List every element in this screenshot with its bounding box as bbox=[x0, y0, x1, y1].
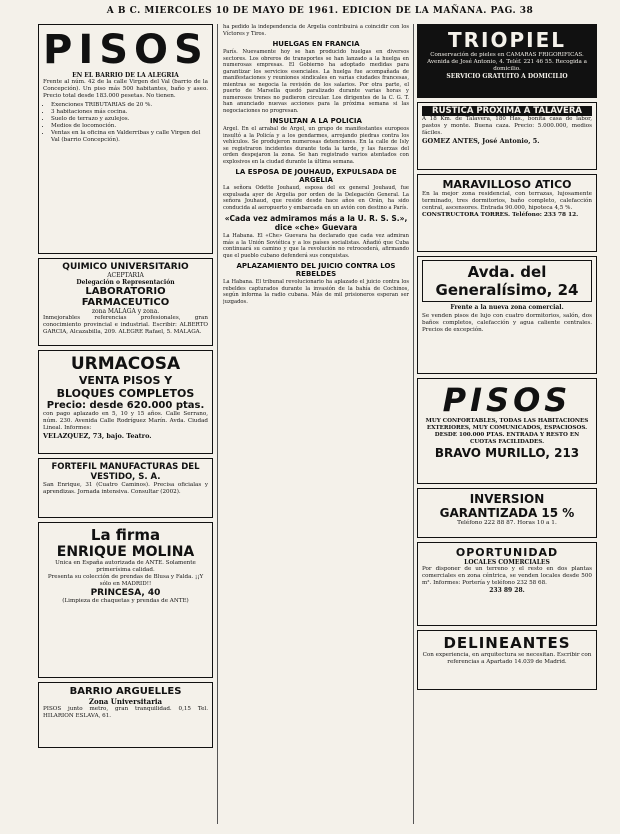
oportunidad-sub: LOCALES COMERCIALES bbox=[464, 559, 550, 566]
arguelles-title: BARRIO ARGUELLES bbox=[69, 686, 182, 697]
rustica-ad bbox=[417, 102, 597, 170]
oportunidad-ad bbox=[417, 542, 597, 626]
article-body: Argel. En el arrabal de Argel, un grupo de manifestantes europeos insultó a la Policía y a los gendarmes, arrojando piedras contra los vehículos. Se produjeron numerosas detenciones. En la calle de Isly se registraron incidentes durante toda la tarde, y las fuerzas del orden despejaron la zona. Se han registrado varios atentados con explosivos en la ciudad durante la última semana. bbox=[223, 126, 409, 165]
delineantes-ad bbox=[417, 630, 597, 690]
pisos-subtitle: EN EL BARRIO DE LA ALEGRIA bbox=[72, 72, 179, 79]
atico-title: MARAVILLOSO ATICO bbox=[442, 178, 572, 191]
arguelles-ad bbox=[38, 682, 213, 748]
article-headline: APLAZAMIENTO DEL JUICIO CONTRA LOS REBELDES bbox=[236, 262, 396, 278]
news-article bbox=[223, 40, 409, 114]
article-body: París. Nuevamente hoy se han producido huelgas en diversos sectores. Los obreros de transportes se han lanzado a la huelga en numerosas empresas. El Gobierno ha adoptado medidas para garantizar los servicios esenciales. La huelga fue acompañada de manifestaciones y reuniones sindicales en varias ciudades francesas, mientras se negocia la revisión de los salarios. Por otra parte, el puerto de Marsella quedó paralizado durante varias horas y numerosos trenes no pudieron circular. Los dirigentes de la C. G. T. han anunciado nuevas acciones para la próxima semana si las negociaciones no progresan. bbox=[223, 49, 409, 114]
pisos-ad bbox=[38, 24, 213, 254]
oportunidad-body: Por disponer de un terreno y el resto en dos plantas comerciales en zona céntrica, se venden locales desde 500 m². Informes: Portería y teléfono 232 58 68. bbox=[422, 566, 592, 586]
news-article bbox=[223, 262, 409, 305]
pisos-list bbox=[43, 102, 208, 144]
inversion-line2: GARANTIZADA 15 % bbox=[439, 506, 575, 520]
pisos2-body: MUY CONFORTABLES, TODAS LAS HABITACIONES EXTERIORES, MUY COMUNICADOS, ESPACIOSOS. DESDE 100.000 PTAS. ENTRADA Y RESTO EN CUOTAS FACILIDADES. bbox=[425, 418, 589, 445]
atico-body: En la mejor zona residencial, con terrazas, lujosamente terminado, tres dormitorios, baño completo, calefacción central, ascensores. Entrada 90.000, hipoteca 4,5 %. bbox=[422, 191, 592, 211]
quimico-sub1: ACEPTARIA bbox=[107, 272, 144, 279]
news-column bbox=[223, 24, 409, 824]
rustica-contact: GOMEZ ANTES, José Antonio, 5. bbox=[422, 137, 540, 145]
pisos2-ad bbox=[417, 378, 597, 484]
urmacosa-contact: VELAZQUEZ, 73, bajo. Teatro. bbox=[43, 432, 152, 440]
oportunidad-tel: 233 89 28. bbox=[489, 587, 525, 594]
molina-foot: (Limpieza de chaquetas y prendas de ANTE) bbox=[62, 598, 189, 604]
list-item: • Medios de locomoción. bbox=[51, 123, 208, 130]
triopiel-body: Conservación de pieles en CAMARAS FRIGORIFICAS. Avenida de José Antonio, 4. Teléf. 221 46 55. Recogida a domicilio. bbox=[427, 52, 587, 72]
quimico-ad bbox=[38, 258, 213, 346]
inversion-ad bbox=[417, 488, 597, 538]
fortefil-ad bbox=[38, 458, 213, 518]
pisos2-title: PISOS bbox=[442, 381, 572, 419]
article-body: La Habana. El «Che» Guevara ha declarado que cada vez admiran más a la Unión Soviética y a los países socialistas. Añadió que Cuba continuará su camino y que la revolución no retrocederá, afirmando que el pueblo cubano defenderá sus conquistas. bbox=[223, 233, 409, 259]
urmacosa-line1: VENTA PISOS Y bbox=[78, 374, 173, 387]
pisos2-foot: BRAVO MURILLO, 213 bbox=[434, 446, 580, 460]
quimico-title: QUIMICO UNIVERSITARIO bbox=[62, 262, 189, 272]
triopiel-foot: SERVICIO GRATUITO A DOMICILIO bbox=[446, 73, 568, 80]
generalisimo-body: Se venden pisos de lujo con cuatro dormitorios, salón, dos baños completos, calefacción y agua caliente centrales. Precios de excepción. bbox=[422, 313, 592, 333]
molina-ad bbox=[38, 522, 213, 678]
quimico-zone: zona MALAGA y zona. bbox=[91, 308, 160, 315]
news-article bbox=[223, 117, 409, 165]
inversion-tel: Teléfono 222 88 87. Horas 10 a 1. bbox=[457, 520, 557, 526]
urmacosa-price: Precio: desde 620.000 ptas. bbox=[46, 400, 205, 411]
list-item: • Exenciones TRIBUTARIAS de 20 %. bbox=[51, 102, 208, 109]
column-rule bbox=[217, 24, 218, 824]
arguelles-foot: PISOS junto metro, gran tranquilidad. 0,15 Tel. HILARION ESLAVA, 61. bbox=[43, 706, 208, 719]
pisos-title: PISOS bbox=[43, 27, 209, 73]
urmacosa-body: con pago aplazado en 5, 10 y 15 años. Calle Serrano, núm. 230. Avenida Calle Rodríguez Marín. Avda. Ciudad Lineal. Informes: bbox=[43, 411, 208, 431]
triopiel-ad bbox=[417, 24, 597, 98]
page-header: A B C. MIERCOLES 10 DE MAYO DE 1961. EDICION DE LA MAÑANA. PAG. 38 bbox=[106, 6, 534, 16]
list-item: • Ventas en la oficina en Valderribas y calle Virgen del Val (barrio Concepción). bbox=[51, 130, 208, 144]
fortefil-title: FORTEFIL MANUFACTURAS DEL VESTIDO, S. A. bbox=[51, 462, 200, 482]
triopiel-title: TRIOPIEL bbox=[448, 28, 566, 52]
left-column bbox=[38, 24, 213, 752]
delineantes-body: Con experiencia, en arquitectura se necesitan. Escribir con referencias a Apartado 14.039 de Madrid. bbox=[422, 652, 592, 665]
generalisimo-ad bbox=[417, 256, 597, 374]
urmacosa-ad bbox=[38, 350, 213, 454]
list-item: • 3 habitaciones más cocina. bbox=[51, 109, 208, 116]
article-headline: INSULTAN A LA POLICIA bbox=[270, 117, 362, 125]
article-body: La Habana. El tribunal revolucionario ha aplazado el juicio contra los rebeldes capturados durante la invasión de la bahía de Cochinos, según informa la radio cubana. Más de mil prisioneros esperan ser juzgados. bbox=[223, 279, 409, 305]
oportunidad-title: OPORTUNIDAD bbox=[455, 546, 559, 559]
rustica-title: RUSTICA PROXIMA A TALAVERA bbox=[422, 106, 592, 116]
molina-line1: La firma bbox=[90, 526, 161, 544]
pisos-intro: Frente al núm. 42 de la calle Virgen del Val (barrio de la Concepción). Un piso más 500 habitantes, baño y aseo. Precio total desde 183.000 pesetas. No tienen. bbox=[43, 79, 208, 99]
molina-line2: ENRIQUE MOLINA bbox=[56, 544, 195, 560]
news-lead: ha pedido la independencia de Argelia contribuirá a coincidir con los Víctores y Tiros. bbox=[223, 24, 409, 37]
quimico-body: Inmejorables referencias profesionales, gran conocimiento provincial e industrial. Escribir: ALBERTO GARCIA, Alcazabilla, 209. ALEGRE Rafael, 5. MALAGA. bbox=[43, 315, 208, 335]
inversion-line1: INVERSION bbox=[469, 492, 545, 506]
rustica-body: A 18 Km. de Talavera, 180 Has., bonita casa de labor, pastos y monte. Buena caza. Precio: 5.000.000, medios fáciles. bbox=[422, 116, 592, 136]
fortefil-body: San Enrique, 31 (Cuatro Caminos). Precisa oficialas y aprendizas. Jornada intensiva. Consultar (2002). bbox=[43, 482, 208, 495]
arguelles-sub: Zona Universitaria bbox=[88, 697, 163, 706]
article-body: La señora Odette Jouhaud, esposa del ex general Jouhaud, fue expulsada ayer de Argelia por orden de la Delegación General. La señora Jouhaud, que reside desde hace años en Orán, ha sido conducida al aeropuerto y embarcada en un avión con destino a París. bbox=[223, 185, 409, 211]
news-article bbox=[223, 168, 409, 211]
molina-body: Unica en España autorizada de ANTE. Solamente primerísima calidad. bbox=[55, 560, 196, 573]
atico-ad bbox=[417, 174, 597, 252]
delineantes-title: DELINEANTES bbox=[443, 634, 571, 652]
list-item: • Suelo de terrazo y azulejos. bbox=[51, 116, 208, 123]
quimico-sub2: Delegación o Representación bbox=[76, 279, 175, 286]
molina-body2: Presenta su colección de prendas de Blusa y Falda. ¡¡Y sólo en MADRID!! bbox=[47, 574, 204, 587]
right-column bbox=[417, 24, 597, 694]
atico-contact: CONSTRUCTORA TORRES. Teléfono: 233 78 12. bbox=[422, 212, 579, 218]
column-rule bbox=[413, 24, 414, 824]
quimico-lab: LABORATORIO FARMACEUTICO bbox=[81, 286, 170, 308]
molina-address: PRINCESA, 40 bbox=[90, 588, 161, 598]
news-article bbox=[223, 214, 409, 259]
article-headline: LA ESPOSA DE JOUHAUD, EXPULSADA DE ARGELIA bbox=[235, 168, 397, 184]
generalisimo-title: Avda. del Generalísimo, 24 bbox=[422, 260, 592, 302]
generalisimo-sub: Frente a la nueva zona comercial. bbox=[450, 304, 564, 311]
article-headline: «Cada vez admiramos más a la U. R. S. S.», dice «che» Guevara bbox=[224, 214, 408, 232]
urmacosa-line2: BLOQUES COMPLETOS bbox=[56, 387, 195, 400]
urmacosa-title: URMACOSA bbox=[70, 354, 181, 374]
article-headline: HUELGAS EN FRANCIA bbox=[272, 40, 360, 48]
